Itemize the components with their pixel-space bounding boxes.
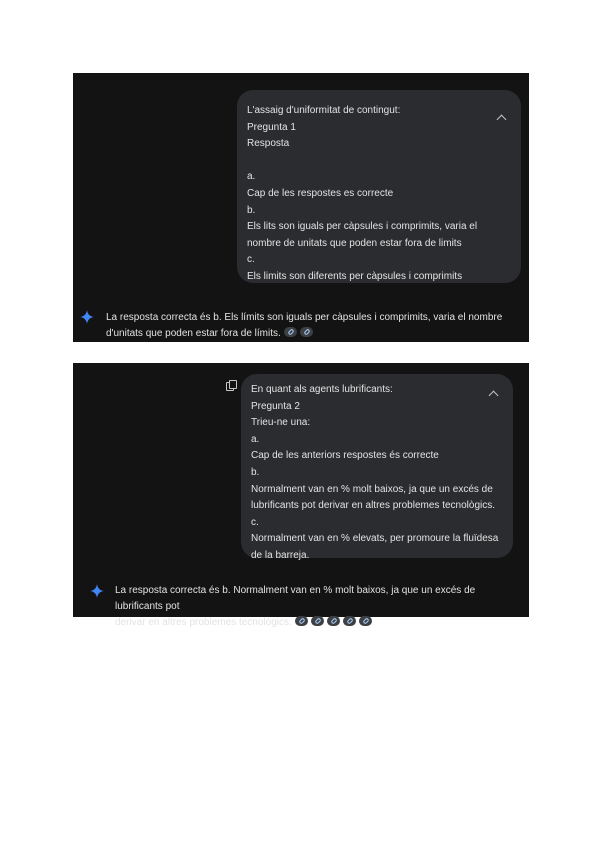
prompt-line: Pregunta 2	[251, 400, 300, 412]
prompt-line: c.	[251, 516, 259, 528]
prompt-blank-line	[247, 153, 485, 170]
prompt-line: Els limits son diferents per càpsules i comprimits	[247, 270, 463, 282]
link-icon[interactable]	[284, 327, 297, 337]
link-icon[interactable]	[327, 616, 340, 626]
prompt-line: a.	[247, 171, 256, 183]
prompt-line: Cap de les anteriors respostes és correcte	[251, 450, 439, 462]
prompt-line: de la barreja.	[251, 549, 310, 561]
prompt-line: L'assaig d'uniformitat de contingut:	[247, 105, 401, 116]
user-prompt-bubble	[241, 374, 513, 561]
link-icon[interactable]	[300, 327, 313, 337]
sparkle-icon	[90, 584, 104, 598]
chevron-up-icon[interactable]	[497, 115, 507, 125]
response-line: derivar en altres problemes tecnològics.	[115, 615, 520, 631]
prompt-line: Pregunta 1	[247, 121, 296, 133]
prompt-line: Trieu-ne una:	[251, 417, 311, 429]
prompt-line: c.	[247, 254, 255, 266]
prompt-line: a.	[251, 433, 260, 445]
response-line: d'unitats que poden estar fora de límits.	[106, 326, 518, 342]
link-icon[interactable]	[343, 616, 356, 626]
prompt-line: b.	[247, 204, 256, 216]
response-line: La resposta correcta és b. Normalment van en % molt baixos, ja que un excés de lubrificants pot	[115, 585, 476, 612]
response-line: La resposta correcta és b. Els límits son iguals per càpsules i comprimits, varia el nombre	[106, 312, 503, 323]
chat-screenshot-1	[73, 73, 529, 342]
prompt-line: En quant als agents lubrificants:	[251, 384, 393, 395]
chevron-up-icon[interactable]	[489, 391, 499, 401]
link-icon[interactable]	[311, 616, 324, 626]
prompt-line: Els lits son iguals per càpsules i comprimits, varia el	[247, 221, 478, 233]
prompt-line: Normalment van en % molt baixos, ja que un excés de	[251, 483, 493, 495]
prompt-line: nombre de unitats que poden estar fora de limits	[247, 237, 462, 249]
prompt-line: Cap de les respostes es correcte	[247, 187, 394, 199]
user-prompt-bubble	[237, 90, 521, 283]
prompt-line: Resposta	[247, 138, 290, 150]
prompt-line: lubrificants pot derivar en altres problemes tecnològics.	[251, 500, 496, 512]
assistant-response	[115, 583, 520, 631]
chat-screenshot-2	[73, 363, 529, 628]
link-icon[interactable]	[295, 616, 308, 626]
assistant-response	[106, 310, 518, 342]
link-icon[interactable]	[359, 616, 372, 626]
sparkle-icon	[80, 310, 94, 324]
copy-icon[interactable]	[226, 380, 235, 390]
prompt-line: b.	[251, 466, 260, 478]
prompt-line: Normalment van en % elevats, per promoure la fluïdesa	[251, 533, 499, 545]
